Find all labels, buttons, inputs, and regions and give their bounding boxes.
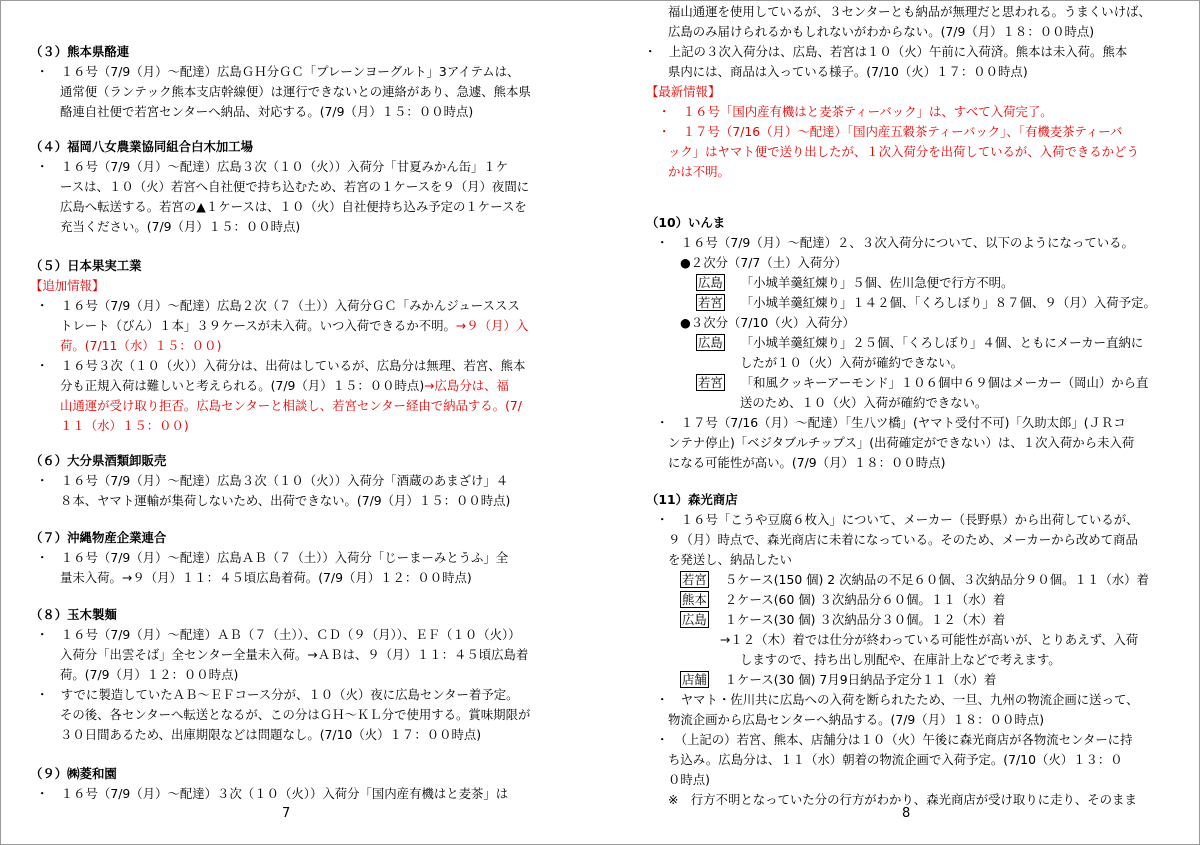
text-line: [668, 530, 1138, 550]
line-text: ・ １６号（7/9（月）～配達）広島ＧＨ分ＧＣ「プレーンヨーグルト」3アイテムは、: [36, 64, 520, 79]
text-line: [680, 570, 1149, 590]
line-text: しますので、持ち出し別配や、在庫計上などで考えます。: [740, 652, 1061, 667]
line-text: かは不明。: [668, 164, 730, 179]
text-line: [656, 233, 1134, 253]
location-tag: 店舗: [682, 672, 707, 687]
text-line: [60, 82, 531, 102]
line-text: ９（月）時点で、森光商店に未着になっている。そのため、メーカーから改めて商品: [668, 532, 1138, 547]
line-text: ・ １６号（7/9（月）～配達）２、３次入荷分について、以下のようになっている。: [656, 235, 1134, 250]
text-line: [60, 217, 300, 237]
line-text: （５）日本果実工業: [30, 258, 142, 273]
line-text: ・ １６号（7/9（月）～配達）３次（１０（火））入荷分「国内産有機はと麦茶」は: [36, 786, 509, 801]
section-heading: [646, 490, 738, 510]
line-text: ・ １７号（7/16（月）～配達）「国内産五穀茶ティーバック」、「有機麦茶ティーバ: [658, 124, 1123, 139]
text-line: [680, 590, 1005, 610]
text-line: [680, 253, 847, 273]
line-text: （８）玉木製麺: [30, 607, 117, 622]
text-line: [668, 2, 1151, 22]
text-line: [668, 453, 945, 473]
line-text: ・ １６号（7/9（月）～配達）ＡＢ（７（土））、ＣＤ（９（月））、ＥＦ（１０（火））: [36, 627, 521, 642]
text-line: [36, 625, 521, 645]
line-text: になる可能性が高い。(7/9（月）１８：００時点): [668, 455, 946, 470]
line-text: 荷。(7/11（水）１５：００): [60, 338, 222, 353]
line-text: 【追加情報】: [30, 278, 105, 293]
line-text: 県内には、商品は入っている様子。(7/10（火）１７：００時点): [668, 64, 1028, 79]
line-text: ・ １６号（7/9（月）～配達）広島３次（１０（火））入荷分「酒蔵のあまざけ」４: [36, 473, 509, 488]
section-heading: [30, 764, 117, 784]
line-text: 送のため、１０（火）入荷が確約できない。: [740, 395, 988, 410]
document-page-right: [600, 0, 1200, 845]
line-text: ンテナ停止)「ベジタブルチップス」(出荷確定ができない）は、１次入荷から未入荷: [668, 435, 1135, 450]
text-line: [60, 102, 473, 122]
text-line: [60, 376, 509, 396]
line-text: （９）㈱菱和園: [30, 766, 117, 781]
text-line: [60, 177, 529, 197]
location-tag: 熊本: [682, 592, 707, 607]
text-line: [720, 630, 1138, 650]
text-line: [668, 790, 1137, 810]
text-line: [658, 122, 1122, 142]
text-line: [680, 610, 1005, 630]
line-text: ●２次分（7/7（土）入荷分）: [680, 255, 848, 270]
text-line: [668, 62, 1028, 82]
location-tag: 広島: [682, 612, 707, 627]
line-text: （11）森光商店: [646, 492, 738, 507]
line-text: 山通運が受け取り拒否。広島センターと相談し、若宮センター経由で納品する。(7/: [60, 398, 522, 413]
text-line: [668, 750, 1123, 770]
text-line: [696, 333, 1143, 353]
line-text: （７）沖縄物産企業連合: [30, 530, 167, 545]
line-text: 入荷分「出雲そば」全センター全量未入荷。→ＡＢは、９（月）１１：４５頃広島着: [60, 647, 529, 662]
line-text: ック」はヤマト便で送り出したが、１次入荷分を出荷しているが、入荷できるかどう: [668, 144, 1139, 159]
text-line: [36, 548, 508, 568]
text-line: [680, 670, 996, 690]
line-text: 荷。(7/9（月）１２：００時点): [60, 667, 239, 682]
text-line: [36, 296, 520, 316]
line-text: ースは、１０（火）若宮へ自社便で持ち込むため、若宮の１ケースを９（月）夜間に: [60, 179, 530, 194]
line-text: 「小城羊羹紅煉り」５個、佐川急便で行方不明。: [740, 275, 1014, 290]
text-line: [60, 568, 472, 588]
line-text: 広島へ転送する。若宮の▲１ケースは、１０（火）自社便持ち込み予定の１ケースを: [60, 199, 527, 214]
line-text: （６）大分県酒類卸販売: [30, 453, 167, 468]
line-text: ・ １６号「国内産有機はと麦茶ティーバック」は、すべて入荷完了。: [658, 104, 1053, 119]
line-text: （３）熊本県酪連: [30, 44, 130, 59]
text-line: [668, 550, 792, 570]
red-update-text: →９（月）入: [455, 318, 529, 333]
location-tag: 若宮: [682, 572, 707, 587]
text-line: [60, 491, 510, 511]
line-text: その後、各センターへ転送となるが、この分はＧＨ～ＫＬ分で使用する。賞味期限が: [60, 707, 531, 722]
line-text: 通常便（ランテック熊本支店幹線便）は運行できないとの連絡があり、急遽、熊本県: [60, 84, 531, 99]
line-text: ・ １６号（7/9（月）～配達）広島ＡＢ（７（土））入荷分「じーまーみとうふ」全: [36, 550, 509, 565]
section-heading: [30, 256, 142, 276]
line-text: を発送し、納品したい: [668, 552, 792, 567]
text-line: [60, 336, 221, 356]
line-text: トレート（びん）１本」３９ケースが未入荷。いつ入荷できるか不明。: [60, 318, 456, 333]
line-text: 物流企画から広島センターへ納品する。(7/9（月）１８：００時点): [668, 712, 1045, 727]
section-heading: [30, 451, 166, 471]
line-text: 分も正規入荷は難しいと考えられる。(7/9（月）１５：００時点): [60, 378, 425, 393]
page-number: 7: [282, 806, 291, 821]
text-line: [696, 293, 1156, 313]
text-line: [740, 353, 963, 373]
location-tag: 若宮: [698, 375, 723, 390]
line-text: １１（水）１５：００): [60, 418, 189, 433]
line-text: ・ （上記の）若宮、熊本、店舗分は１０（火）午後に森光商店が各物流センターに持: [656, 732, 1133, 747]
section-heading: [30, 605, 117, 625]
section-heading: [30, 42, 129, 62]
location-tag: 広島: [698, 335, 723, 350]
line-text: 酪連自社便で若宮センターへ納品、対応する。(7/9（月）１５：００時点): [60, 104, 474, 119]
location-tag: 広島: [698, 275, 723, 290]
line-text: （４）福岡八女農業協同組合白木加工場: [30, 139, 254, 154]
section-heading: [30, 137, 253, 157]
text-line: [656, 730, 1133, 750]
line-text: したが１０（火）入荷が確約できない。: [740, 355, 964, 370]
text-line: [36, 685, 519, 705]
text-line: [36, 471, 508, 491]
line-text: 「和風クッキーアーモンド」１０６個中６９個はメーカー（岡山）から直: [740, 375, 1149, 390]
line-text: ち込み。広島分は、１１（水）朝着の物流企画で入荷予定。(7/10（火）１３：０: [668, 752, 1123, 767]
text-line: [680, 313, 855, 333]
text-line: [668, 142, 1139, 162]
text-line: [36, 157, 508, 177]
text-line: [668, 770, 710, 790]
text-line: [646, 82, 720, 102]
text-line: [60, 705, 530, 725]
location-tag: 若宮: [698, 295, 723, 310]
line-text: ・ １６号「こうや豆腐６枚入」について、メーカー（長野県）から出荷しているが、: [656, 512, 1139, 527]
line-text: ●３次分（7/10（火）入荷分）: [680, 315, 855, 330]
text-line: [696, 273, 1013, 293]
text-line: [60, 665, 238, 685]
section-heading: [30, 528, 166, 548]
text-line: [60, 396, 522, 416]
line-text: １ケース(30 個) ３次納品分３０個。１２（木）着: [724, 612, 1006, 627]
line-text: ・ すでに製造していたＡＢ～ＥＦコース分が、１０（火）夜に広島センター着予定。: [36, 687, 519, 702]
line-text: ０時点): [668, 772, 711, 787]
line-text: ２ケース(60 個) ３次納品分６０個。１１（水）着: [724, 592, 1006, 607]
text-line: [36, 356, 525, 376]
line-text: ・ １６号（7/9（月）～配達）広島３次（１０（火））入荷分「甘夏みかん缶」１ケ: [36, 159, 509, 174]
section-heading: [646, 213, 725, 233]
line-text: →１２（木）着では仕分が終わっている可能性が高いが、とりあえず、入荷: [720, 632, 1139, 647]
text-line: [30, 276, 104, 296]
text-line: [656, 690, 1139, 710]
line-text: 「小城羊羹紅煉り」２５個、「くろしぼり」４個、ともにメーカー直納に: [740, 335, 1144, 350]
text-line: [60, 197, 527, 217]
text-line: [60, 416, 189, 436]
text-line: [668, 162, 730, 182]
text-line: [60, 725, 481, 745]
text-line: [740, 393, 987, 413]
line-text: ５ケース(150 個) 2 次納品の不足６０個、３次納品分９０個。１１（水）着: [724, 572, 1149, 587]
line-text: ・ １７号（7/16（月）～配達）「生八ツ橋」(ヤマト受付不可)「久助太郎」(ＪＲコ: [656, 415, 1126, 430]
text-line: [60, 316, 528, 336]
text-line: [696, 373, 1148, 393]
line-text: ３０日間あるため、出庫期限などは問題なし。(7/10（火）１７：００時点): [60, 727, 482, 742]
text-line: [60, 645, 528, 665]
text-line: [658, 102, 1053, 122]
text-line: [36, 784, 508, 804]
text-line: [668, 433, 1134, 453]
line-text: 充当ください。(7/9（月）１５：００時点): [60, 219, 301, 234]
line-text: ・ ヤマト・佐川共に広島への入荷を断られたため、一旦、九州の物流企画に送って、: [656, 692, 1139, 707]
page-number: 8: [902, 806, 911, 821]
text-line: [656, 510, 1139, 530]
line-text: 量未入荷。→９（月）１１：４５頃広島着荷。(7/9（月）１２：００時点): [60, 570, 472, 585]
line-text: 【最新情報】: [646, 84, 721, 99]
line-text: ・ 上記の３次入荷分は、広島、若宮は１０（火）午前に入荷済。熊本は未入荷。熊本: [644, 44, 1128, 59]
text-line: [36, 62, 519, 82]
line-text: 「小城羊羹紅煉り」１４２個、「くろしぼり」８７個、９（月）入荷予定。: [740, 295, 1156, 310]
line-text: ８本、ヤマト運輸が集荷しないため、出荷できない。(7/9（月）１５：００時点): [60, 493, 511, 508]
text-line: [740, 650, 1061, 670]
line-text: 福山通運を使用しているが、３センターとも納品が無理だと思われる。うまくいけば、: [668, 4, 1151, 19]
line-text: 広島のみ届けられるかもしれないがわからない。(7/9（月）１８：００時点): [668, 24, 1095, 39]
text-line: [668, 710, 1044, 730]
line-text: ・ １６号３次（１０（火））入荷分は、出荷はしているが、広島分は無理、若宮、熊本: [36, 358, 526, 373]
red-update-text: →広島分は、福: [424, 378, 509, 393]
line-text: ※ 行方不明となっていた分の行方がわかり、森光商店が受け取りに走り、そのまま: [668, 792, 1137, 807]
line-text: （10）いんま: [646, 215, 726, 230]
line-text: １ケース(30 個) 7月9日納品予定分１１（水）着: [724, 672, 997, 687]
line-text: ・ １６号（7/9（月）～配達）広島２次（７（土））入荷分ＧＣ「みかんジューススス: [36, 298, 520, 313]
text-line: [656, 413, 1126, 433]
text-line: [668, 22, 1094, 42]
text-line: [644, 42, 1127, 62]
